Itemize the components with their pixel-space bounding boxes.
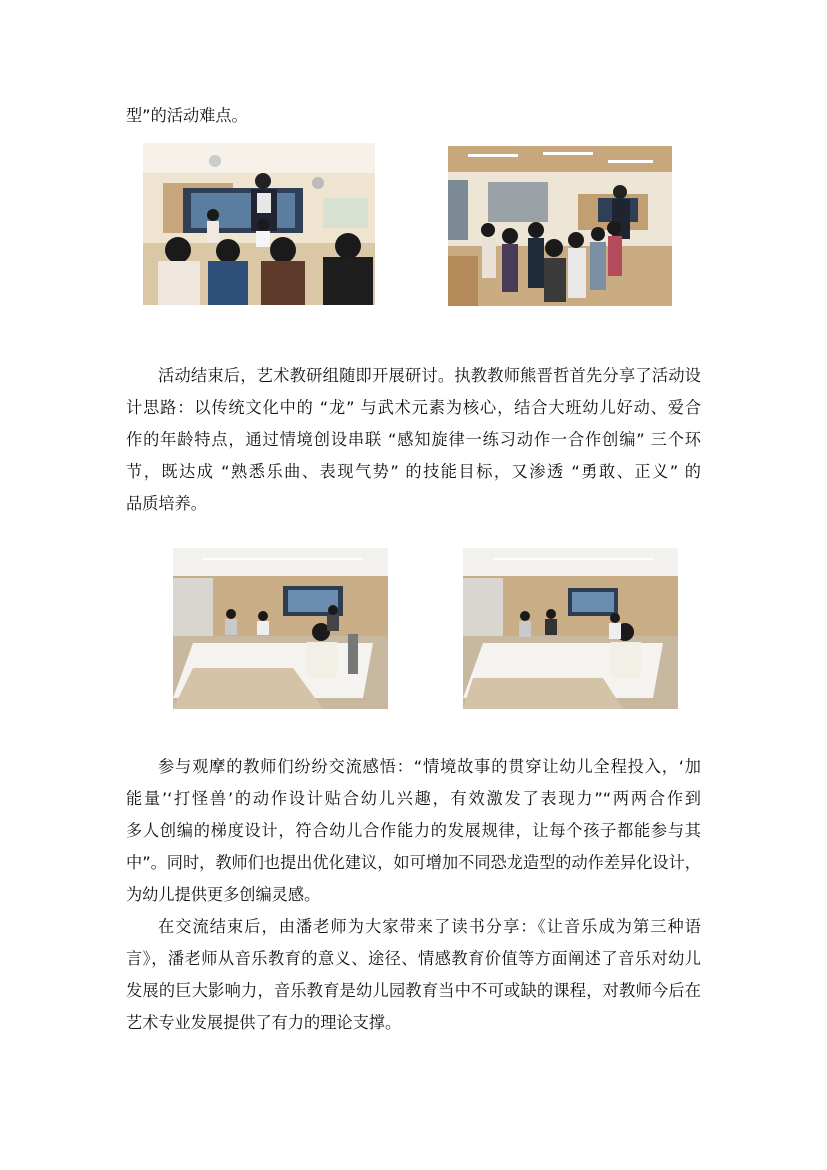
- intro-tail-text: 型”的活动难点。: [126, 106, 248, 125]
- paragraph-3-line-3: 发展的巨大影响力，音乐教育是幼儿园教育当中不可或缺的课程，对教师今后在: [126, 981, 701, 1000]
- meeting-room-photo-2: [463, 548, 678, 709]
- paragraph-1-line-5: 品质培养。: [126, 494, 207, 513]
- paragraph-3-line-4: 艺术专业发展提供了有力的理论支撑。: [126, 1013, 402, 1032]
- paragraph-3-line-2: 言》，潘老师从音乐教育的意义、途径、情感教育价值等方面阐述了音乐对幼儿: [126, 949, 701, 968]
- paragraph-2-line-5: 为幼儿提供更多创编灵感。: [126, 885, 321, 904]
- classroom-activity-photo-1: [143, 143, 375, 305]
- paragraph-1-line-1: 活动结束后，艺术教研组随即开展研讨。执教教师熊晋哲首先分享了活动设: [158, 366, 701, 385]
- classroom-activity-photo-2: [448, 146, 672, 306]
- paragraph-1-line-3: 作的年龄特点，通过情境创设串联 “感知旋律一练习动作一合作创编” 三个环: [126, 430, 701, 449]
- paragraph-2-line-1: 参与观摩的教师们纷纷交流感悟：“情境故事的贯穿让幼儿全程投入，‘加: [158, 757, 701, 776]
- paragraph-1-line-4: 节，既达成 “熟悉乐曲、表现气势” 的技能目标，又渗透 “勇敢、正义” 的: [126, 462, 701, 481]
- paragraph-2-line-4: 中”。同时，教师们也提出优化建议，如可增加不同恐龙造型的动作差异化设计，: [126, 853, 701, 872]
- meeting-room-photo-1: [173, 548, 388, 709]
- paragraph-3-line-1: 在交流结束后，由潘老师为大家带来了读书分享：《让音乐成为第三种语: [158, 917, 701, 936]
- paragraph-1-line-2: 计思路：以传统文化中的 “龙” 与武术元素为核心，结合大班幼儿好动、爱合: [126, 398, 701, 417]
- paragraph-2-line-2: 能量’‘打怪兽’的动作设计贴合幼儿兴趣，有效激发了表现力”“两两合作到: [126, 789, 701, 808]
- paragraph-2-line-3: 多人创编的梯度设计，符合幼儿合作能力的发展规律，让每个孩子都能参与其: [126, 821, 701, 840]
